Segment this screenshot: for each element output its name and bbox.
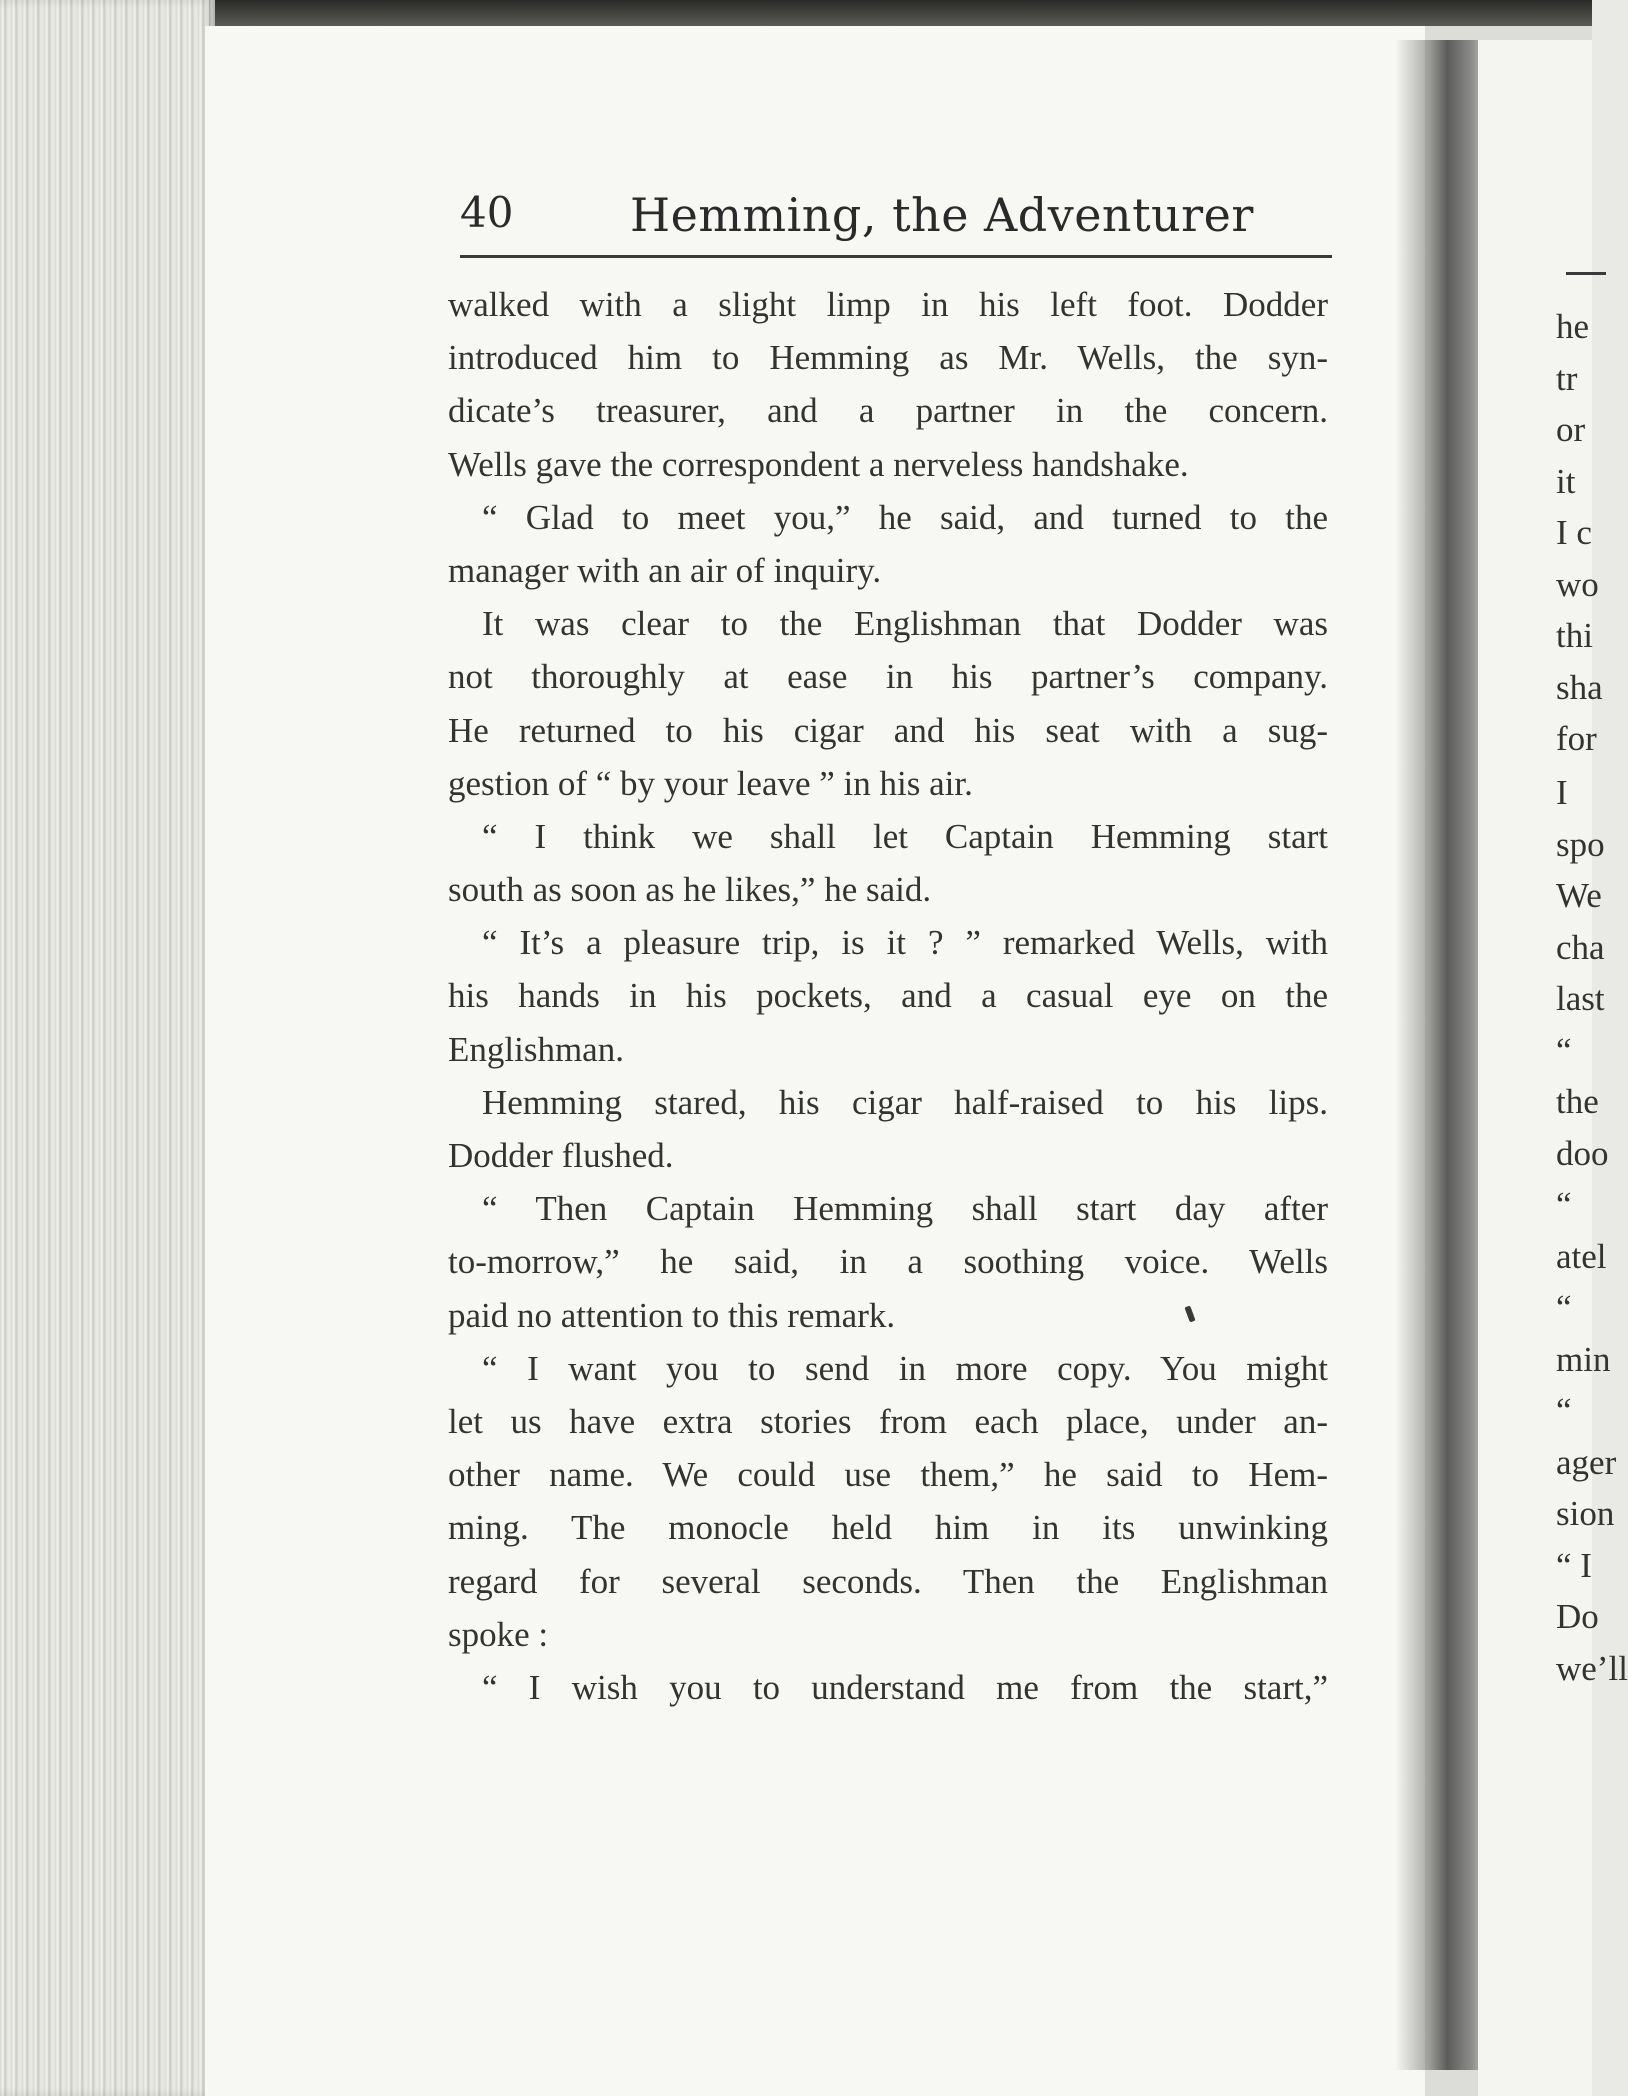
- text-line: to-morrow,” he said, in a soothing voice. Wells: [448, 1242, 1328, 1282]
- text-line: his hands in his pockets, and a casual eye on the: [448, 976, 1328, 1016]
- facing-page-fragment: “: [1556, 1031, 1572, 1070]
- facing-page-fragment: the: [1556, 1082, 1599, 1121]
- text-line: “ It’s a pleasure trip, is it ? ” remarked Wells, with: [482, 923, 1328, 963]
- text-line: not thoroughly at ease in his partner’s company.: [448, 657, 1328, 697]
- facing-page-fragment: ager: [1556, 1443, 1617, 1482]
- text-line: ming. The monocle held him in its unwinking: [448, 1508, 1328, 1548]
- facing-page-fragment: spo: [1556, 825, 1605, 864]
- facing-page-fragment: Do: [1556, 1597, 1599, 1636]
- text-line: “ Then Captain Hemming shall start day after: [482, 1189, 1328, 1229]
- facing-page-fragment: “ I: [1556, 1546, 1592, 1585]
- text-line: gestion of “ by your leave ” in his air.: [448, 763, 973, 803]
- body-text: [448, 278, 1328, 1714]
- facing-page-header-rule: [1566, 272, 1606, 275]
- text-line: He returned to his cigar and his seat with a sug-: [448, 710, 1328, 750]
- facing-page-fragment: thi: [1556, 616, 1593, 655]
- facing-page-fragment: we’ll: [1556, 1649, 1628, 1688]
- facing-page-fragment: or: [1556, 410, 1586, 449]
- page-number: 40: [460, 188, 514, 237]
- text-line: spoke :: [448, 1614, 549, 1654]
- dark-background-strip: [0, 0, 1592, 26]
- text-line: dicate’s treasurer, and a partner in the concern.: [448, 391, 1328, 431]
- facing-page-fragment: tr: [1556, 359, 1578, 398]
- text-line: It was clear to the Englishman that Dodder was: [482, 604, 1328, 644]
- facing-page-fragment: sion: [1556, 1494, 1615, 1533]
- facing-page-fragment: for: [1556, 719, 1597, 758]
- facing-page-fragment: I: [1556, 773, 1568, 812]
- facing-page-fragment: atel: [1556, 1237, 1607, 1276]
- facing-page-fragment: last: [1556, 979, 1605, 1018]
- facing-page-fragment: We: [1556, 876, 1602, 915]
- facing-page-fragment: “: [1556, 1288, 1572, 1327]
- text-line: “ I think we shall let Captain Hemming start: [482, 816, 1328, 856]
- facing-page-fragment: doo: [1556, 1134, 1609, 1173]
- text-line: “ I wish you to understand me from the start,”: [482, 1667, 1328, 1707]
- facing-page-fragment: he: [1556, 307, 1590, 346]
- text-line: “ I want you to send in more copy. You might: [482, 1348, 1328, 1388]
- running-title: Hemming, the Adventurer: [630, 188, 1254, 242]
- text-line: let us have extra stories from each place, under an-: [448, 1401, 1328, 1441]
- text-line: south as soon as he likes,” he said.: [448, 870, 932, 910]
- header-rule: [460, 255, 1332, 258]
- facing-page-fragment: it: [1556, 462, 1576, 501]
- text-line: Hemming stared, his cigar half-raised to his lips.: [482, 1082, 1328, 1122]
- book-gutter-shadow: [1395, 40, 1490, 2070]
- text-line: Dodder flushed.: [448, 1136, 674, 1175]
- text-line: introduced him to Hemming as Mr. Wells, the syn-: [448, 338, 1328, 378]
- text-line: paid no attention to this remark.: [448, 1295, 896, 1335]
- text-line: “ Glad to meet you,” he said, and turned to the: [482, 497, 1328, 537]
- facing-page-fragment: min: [1556, 1340, 1611, 1379]
- text-line: Wells gave the correspondent a nerveless handshake.: [448, 444, 1189, 484]
- page-header: [460, 188, 1332, 258]
- facing-page-fragment: “: [1556, 1185, 1572, 1224]
- page-edges: [0, 0, 215, 2096]
- facing-page-fragment: sha: [1556, 668, 1603, 707]
- facing-page-fragment: wo: [1556, 565, 1599, 604]
- facing-page-fragment: I c: [1556, 513, 1592, 552]
- text-line: manager with an air of inquiry.: [448, 550, 882, 590]
- facing-page-fragment: “: [1556, 1391, 1572, 1430]
- text-line: walked with a slight limp in his left foot. Dodder: [448, 285, 1328, 324]
- text-line: regard for several seconds. Then the Englishman: [448, 1561, 1328, 1601]
- facing-page-fragment: cha: [1556, 928, 1605, 967]
- text-line: other name. We could use them,” he said to Hem-: [448, 1455, 1328, 1495]
- text-line: Englishman.: [448, 1029, 624, 1069]
